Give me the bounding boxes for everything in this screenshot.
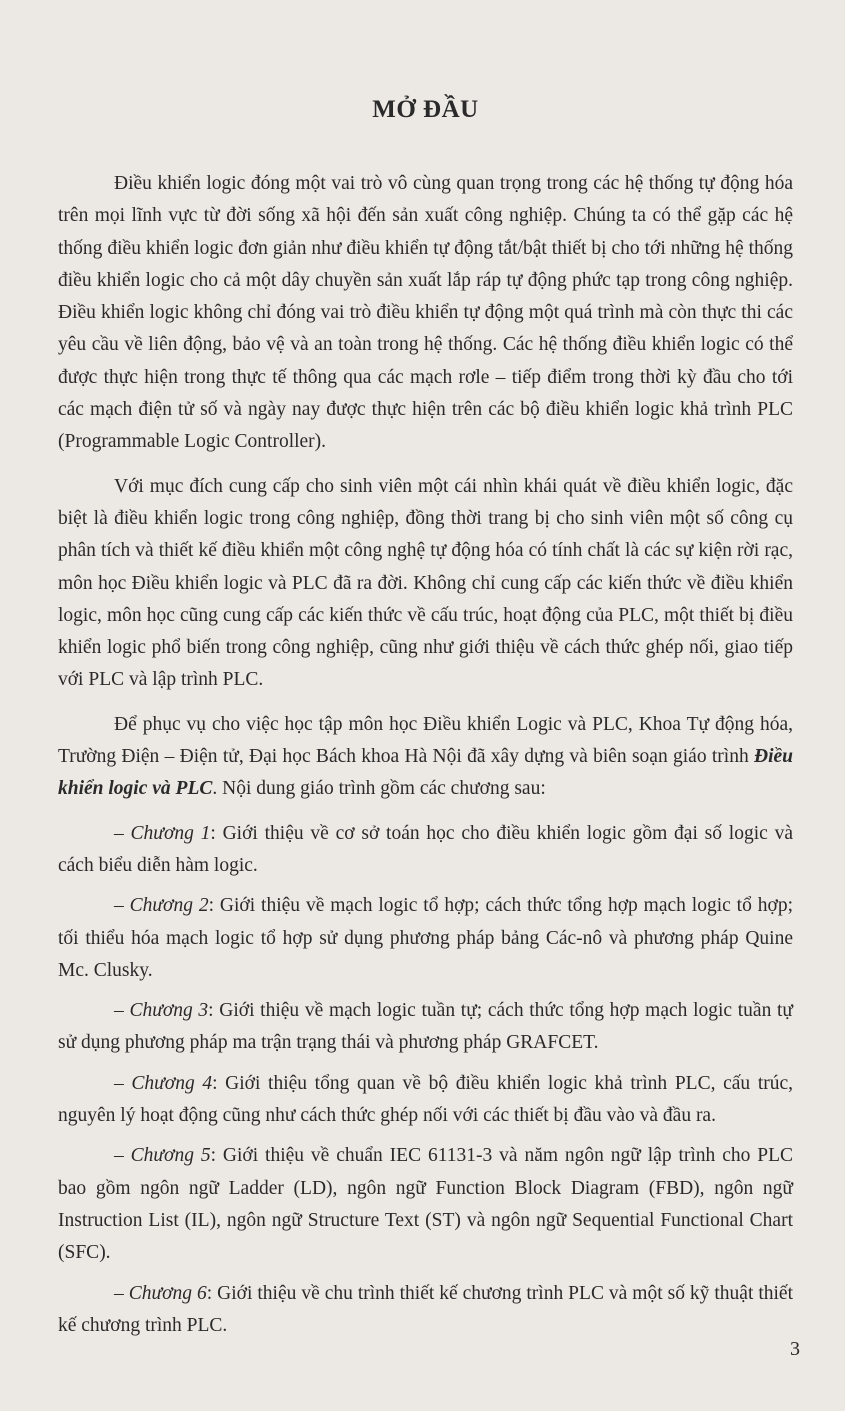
page-number: 3 xyxy=(790,1338,800,1360)
chapter-item-6 xyxy=(58,1278,793,1343)
intro-paragraph-2: Với mục đích cung cấp cho sinh viên một cái nhìn khái quát về điều khiển logic, đặc biệt là điều khiển logic trong công nghiệp, đồng thời trang bị cho sinh viên một số công cụ phân tích và thiết kế điều khiển một công nghệ tự động hóa có tính chất là các sự kiện rời rạc, môn học Điều khiển logic và PLC đã ra đời. Không chỉ cung cấp các kiến thức về điều khiển logic, môn học cũng cung cấp các kiến thức về cấu trúc, hoạt động của PLC, một thiết bị điều khiển logic phổ biến trong công nghiệp, cũng như giới thiệu về cách thức ghép nối, giao tiếp với PLC và lập trình PLC. xyxy=(58,475,793,691)
chapter-dash: – xyxy=(114,822,131,844)
chapter-dash: – xyxy=(114,1145,131,1167)
chapter-dash: – xyxy=(114,1282,129,1304)
chapter-name: Chương 6 xyxy=(128,1282,207,1304)
paragraph-3-tail: . Nội dung giáo trình gồm các chương sau: xyxy=(212,778,546,800)
chapter-item-3 xyxy=(58,995,793,1060)
chapter-name: Chương 2 xyxy=(129,895,209,917)
chapter-dash: – xyxy=(114,1072,132,1094)
page-title: MỞ ĐẦU xyxy=(372,96,479,123)
intro-paragraph-1: Điều khiển logic đóng một vai trò vô cùng quan trọng trong các hệ thống tự động hóa trên mọi lĩnh vực từ đời sống xã hội đến sản xuất công nghiệp. Chúng ta có thể gặp các hệ thống điều khiển logic đơn giản như điều khiển tự động tắt/bật thiết bị cho tới những hệ thống điều khiển logic cho cả một dây chuyền sản xuất lắp ráp tự động phức tạp trong công nghiệp. Điều khiển logic không chỉ đóng vai trò điều khiển tự động một quá trình mà còn thực thi các yêu cầu về liên động, bảo vệ và an toàn trong hệ thống. Các hệ thống điều khiển logic có thể được thực hiện trong thực tế thông qua các mạch rơle – tiếp điểm trong thời kỳ đầu cho tới các mạch điện tử số và ngày nay được thực hiện trên các bộ điều khiển logic khả trình PLC (Programmable Logic Controller). xyxy=(58,173,793,453)
chapter-item-4 xyxy=(58,1068,793,1133)
chapter-name: Chương 4 xyxy=(131,1072,213,1094)
chapter-item-1 xyxy=(58,818,793,883)
chapter-description: : Giới thiệu về chu trình thiết kế chương trình PLC và một số kỹ thuật thiết kế chương trình PLC. xyxy=(58,1282,794,1336)
chapter-description: : Giới thiệu về mạch logic tổ hợp; cách thức tổng hợp mạch logic tổ hợp; tối thiểu hóa mạch logic tổ hợp sử dụng phương pháp bảng Các-nô và phương pháp Quine Mc. Clusky. xyxy=(58,895,793,981)
chapter-item-5 xyxy=(58,1140,793,1269)
chapter-name: Chương 3 xyxy=(129,1000,209,1022)
chapter-description: : Giới thiệu về chuẩn IEC 61131-3 và năm ngôn ngữ lập trình cho PLC bao gồm ngôn ngữ Ladder (LD), ngôn ngữ Function Block Diagram (FBD), ngôn ngữ Instruction List (IL), ngôn ngữ Structure Text (ST) và ngôn ngữ Sequential Functional Chart (SFC). xyxy=(58,1145,794,1264)
book-title: Điều khiển logic và PLC xyxy=(58,746,793,800)
paragraph-3-lead: Để phục vụ cho việc học tập môn học Điều khiển Logic và PLC, Khoa Tự động hóa, Trường Điện – Điện tử, Đại học Bách khoa Hà Nội đã xây dựng và biên soạn giáo trình xyxy=(58,713,793,768)
chapter-list xyxy=(58,818,793,1342)
chapter-description: : Giới thiệu về mạch logic tuần tự; cách thức tổng hợp mạch logic tuần tự sử dụng phương pháp ma trận trạng thái và phương pháp GRAFCET. xyxy=(58,1000,793,1054)
chapter-dash: – xyxy=(114,895,130,917)
chapter-dash: – xyxy=(114,1000,130,1022)
chapter-description: : Giới thiệu tổng quan về bộ điều khiển logic khả trình PLC, cấu trúc, nguyên lý hoạt động cũng như cách thức ghép nối với các thiết bị đầu vào và đầu ra. xyxy=(58,1072,794,1127)
chapter-description: : Giới thiệu về cơ sở toán học cho điều khiển logic gồm đại số logic và cách biểu diễn hàm logic. xyxy=(58,822,793,876)
intro-paragraph-3 xyxy=(58,709,793,806)
chapter-item-2 xyxy=(58,890,793,987)
chapter-name: Chương 5 xyxy=(130,1145,211,1167)
chapter-name: Chương 1 xyxy=(130,822,211,844)
